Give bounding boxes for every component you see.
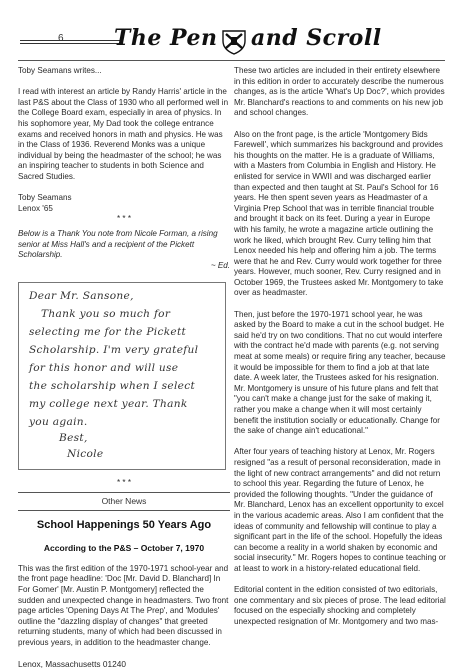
masthead-title-left: The Pen bbox=[114, 25, 218, 51]
article-paragraph: Then, just before the 1970-1971 school year, he was asked by the Board to make a cut in the school budget. He said he'd try on two conditions. That no cut would interfere with the contract he'd made with parents (e.g. not serving meat at some meals) or require firing any teacher, because it would be impossible for them to find a job at that late date. A week later, the Trustees asked for his resignation. Mr. Montgomery is unsure of his future plans and felt that "you can't make a change just for the sake of making it, rather you make a change when it will most certainly benefit the institution socially or educationally. Change for the sake of change ain't educational." bbox=[234, 309, 446, 436]
note-line: Best, bbox=[59, 431, 88, 444]
note-line: my college next year. Thank bbox=[29, 397, 188, 410]
article-paragraph: After four years of teaching history at Lenox, Mr. Rogers resigned "as a result of personal reconsideration, made in the light of new contract arrangements" and did not return to school this year. Regarding the future of Lenox, he provided the following thoughts. "Under the guidance of Mr. Blanchard, Lenox has an excellent opportunity to excel in the various academic areas. Also I am confident that the ideas of community and fellowship will continue to play a significant part in the life of the school. Hopefully the ideas can become a reality in a world shaken by economic and social insecurity." Mr. Rogers hopes to continue teaching or at least to work in a history-related educational field. bbox=[234, 447, 446, 573]
article-headline: School Happenings 50 Years Ago bbox=[36, 519, 212, 532]
section-separator: * * * bbox=[117, 477, 131, 487]
handwritten-note bbox=[18, 282, 226, 470]
left-column bbox=[18, 66, 230, 669]
page-number: 6 bbox=[58, 33, 64, 44]
section-separator: * * * bbox=[117, 214, 131, 224]
note-line: Dear Mr. Sansone, bbox=[29, 289, 134, 302]
masthead-rule bbox=[20, 43, 120, 44]
right-column bbox=[234, 66, 446, 638]
other-news-header: Other News bbox=[18, 492, 230, 511]
crest-icon bbox=[220, 28, 248, 56]
letter-body: I read with interest an article by Randy Harris' article in the last P&S about the Class of 1930 who all performed well in the College Board exam, especially in area of physics. In his sophomore year, My Dad took the college entrance exams and received honors in math and physics. He was in the Class of 1936. Reverend Monks was a unique individual by being the headmaster of the school; he was an inspiring teacher to students in both Science and Sacred Studies. bbox=[18, 87, 229, 181]
note-line: the scholarship when I select bbox=[29, 379, 196, 392]
signature-class: Lenox '65 bbox=[18, 203, 53, 213]
article-paragraph: Also on the front page, is the article 'Montgomery Bids Farewell', which summarizes his background and provides his thoughts on the matter. He is a graduate of Williams, with a Masters from Columbia in English and History. He enlisted for service in WWII and was discharged earlier than expected and then taught at St. Paul's School for 16 years. He then spent seven years as Headmaster of a Virginia Prep School that was in terrible financial trouble and brought it back on its feet. During a year in Europe with his family, he wrote a magazine article outlining the work he liked, which brought Rev. Curry telling him that Lenox needed his help and offering him a job. The terms were that he and Rev. Curry would work together for three years. However, much sooner, Rev. Curry resigned and in October 1969, the Trustees asked Mr. Montgomery to take over as headmaster. bbox=[234, 129, 444, 298]
thank-you-intro: Below is a Thank You note from Nicole Forman, a rising senior at Miss Hall's and a recipient of the Pickett Scholarship. bbox=[18, 228, 218, 260]
masthead-rule bbox=[20, 40, 120, 41]
masthead-title-right: and Scroll bbox=[251, 25, 382, 51]
masthead-divider bbox=[18, 60, 445, 61]
article-paragraph: These two articles are included in their entirety elsewhere in this edition in order to accurately describe the numerous changes, as is the article 'What's Up Doc?', which provides Mr. Blanchard's reactions to and comments on his new job and school changes. bbox=[234, 66, 445, 118]
note-line: Thank you so much for bbox=[41, 307, 171, 320]
note-line: Nicole bbox=[67, 447, 104, 460]
article-body: This was the first edition of the 1970-1971 school-year and the front page headline: 'Doc [Mr. David D. Blanchard] In For Gomer' [Mr. Austin P. Montgomery] reflected the sudden and unexpected change in headmasters. Two front page articles 'Opening Days At The Prep', and 'Modules' outline the "dazzling display of changes" that greeted returning students, many of which had been discussed in previous years, in addition to the headmaster change. bbox=[18, 563, 229, 647]
signature-name: Toby Seamans bbox=[18, 193, 72, 203]
note-line: for this honor and will use bbox=[29, 361, 179, 374]
letter-intro: Toby Seamans writes... bbox=[18, 66, 102, 75]
article-subhead: According to the P&S – October 7, 1970 bbox=[43, 542, 205, 553]
masthead bbox=[18, 26, 445, 60]
note-line: Scholarship. I'm very grateful bbox=[29, 343, 199, 356]
editor-signoff: ~ Ed. bbox=[210, 260, 230, 270]
article-paragraph: Editorial content in the edition consisted of two editorials, one commentary and six pieces of prose. The lead editorial focused on the especially shocking and completely unexpected resignation of Mr. Montgomery and two mas- bbox=[234, 585, 446, 626]
note-line: you again. bbox=[29, 415, 88, 428]
note-line: selecting me for the Pickett bbox=[29, 325, 187, 338]
address-footer: Lenox, Massachusetts 01240 bbox=[18, 658, 126, 669]
